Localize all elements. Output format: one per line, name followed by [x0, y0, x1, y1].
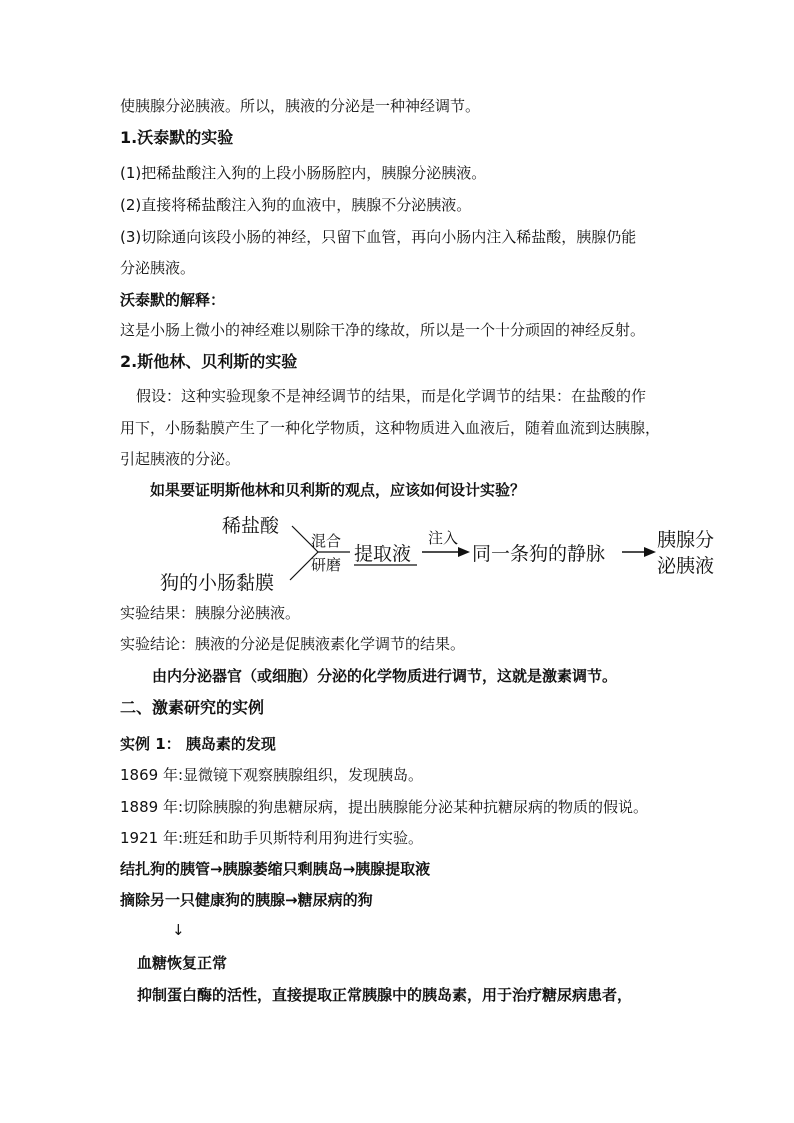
section-heading-3: 二、激素研究的实例	[120, 698, 265, 717]
text-line: 假设：这种实验现象不是神经调节的结果，而是化学调节的结果：在盐酸的作	[136, 387, 647, 405]
result-line-2: 泌胰液	[657, 555, 715, 577]
question: 如果要证明斯他林和贝利斯的观点，应该如何设计实验？	[150, 481, 526, 499]
text-line: (3)切除通向该段小肠的神经，只留下血管，再向小肠内注入稀盐酸，胰腺仍能	[120, 228, 637, 246]
text-line: 1889 年:切除胰腺的狗患糖尿病，提出胰腺能分泌某种抗糖尿病的物质的假说。	[120, 798, 648, 816]
text-line: 实验结果：胰腺分泌胰液。	[120, 604, 301, 622]
text-line: 引起胰液的分泌。	[120, 450, 241, 468]
text-line: 用下，小肠黏膜产生了一种化学物质，这种物质进入血液后，随着血流到达胰腺，	[120, 419, 661, 437]
subheading: 实例 1： 胰岛素的发现	[120, 735, 276, 753]
text-line: 实验结论：胰液的分泌是促胰液素化学调节的结果。	[120, 635, 466, 653]
text-line: 分泌胰液。	[120, 259, 196, 277]
section-heading-2: 2.斯他林、贝利斯的实验	[120, 352, 298, 371]
target-vein: 同一条狗的静脉	[472, 543, 606, 565]
text-line: 摘除另一只健康狗的胰腺→糖尿病的狗	[120, 891, 373, 909]
text-line: 血糖恢复正常	[137, 954, 228, 972]
text-line: (2)直接将稀盐酸注入狗的血液中，胰腺不分泌胰液。	[120, 196, 472, 214]
arrow-head-result	[644, 547, 656, 557]
text-line: 使胰腺分泌胰液。所以，胰液的分泌是一种神经调节。	[120, 97, 481, 115]
arrow-head-inject	[458, 547, 470, 557]
text-line: 结扎狗的胰管→胰腺萎缩只剩胰岛→胰腺提取液	[120, 860, 431, 878]
text-line: 1921 年:班廷和助手贝斯特利用狗进行实验。	[120, 829, 423, 847]
text-line: 1869 年:显微镜下观察胰腺组织，发现胰岛。	[120, 766, 423, 784]
step-inject: 注入	[428, 529, 459, 547]
step-mix: 混合	[311, 532, 342, 550]
result-line-1: 胰腺分	[657, 529, 715, 551]
subheading: 沃泰默的解释：	[120, 291, 226, 309]
section-heading-1: 1.沃泰默的实验	[120, 128, 234, 147]
definition: 由内分泌器官（或细胞）分泌的化学物质进行调节，这就是激素调节。	[152, 667, 618, 685]
input-hydrochloric-acid: 稀盐酸	[222, 515, 280, 537]
input-intestinal-mucosa: 狗的小肠黏膜	[160, 572, 275, 594]
product-extract: 提取液	[354, 543, 412, 565]
down-arrow: ↓	[172, 921, 185, 939]
text-line: 抑制蛋白酶的活性，直接提取正常胰腺中的胰岛素，用于治疗糖尿病患者，	[137, 986, 633, 1004]
text-line: 这是小肠上微小的神经难以剔除干净的缘故，所以是一个十分顽固的神经反射。	[120, 321, 646, 339]
step-grind: 研磨	[311, 556, 342, 574]
text-line: (1)把稀盐酸注入狗的上段小肠肠腔内，胰腺分泌胰液。	[120, 164, 487, 182]
experiment-flow-diagram	[0, 506, 794, 602]
